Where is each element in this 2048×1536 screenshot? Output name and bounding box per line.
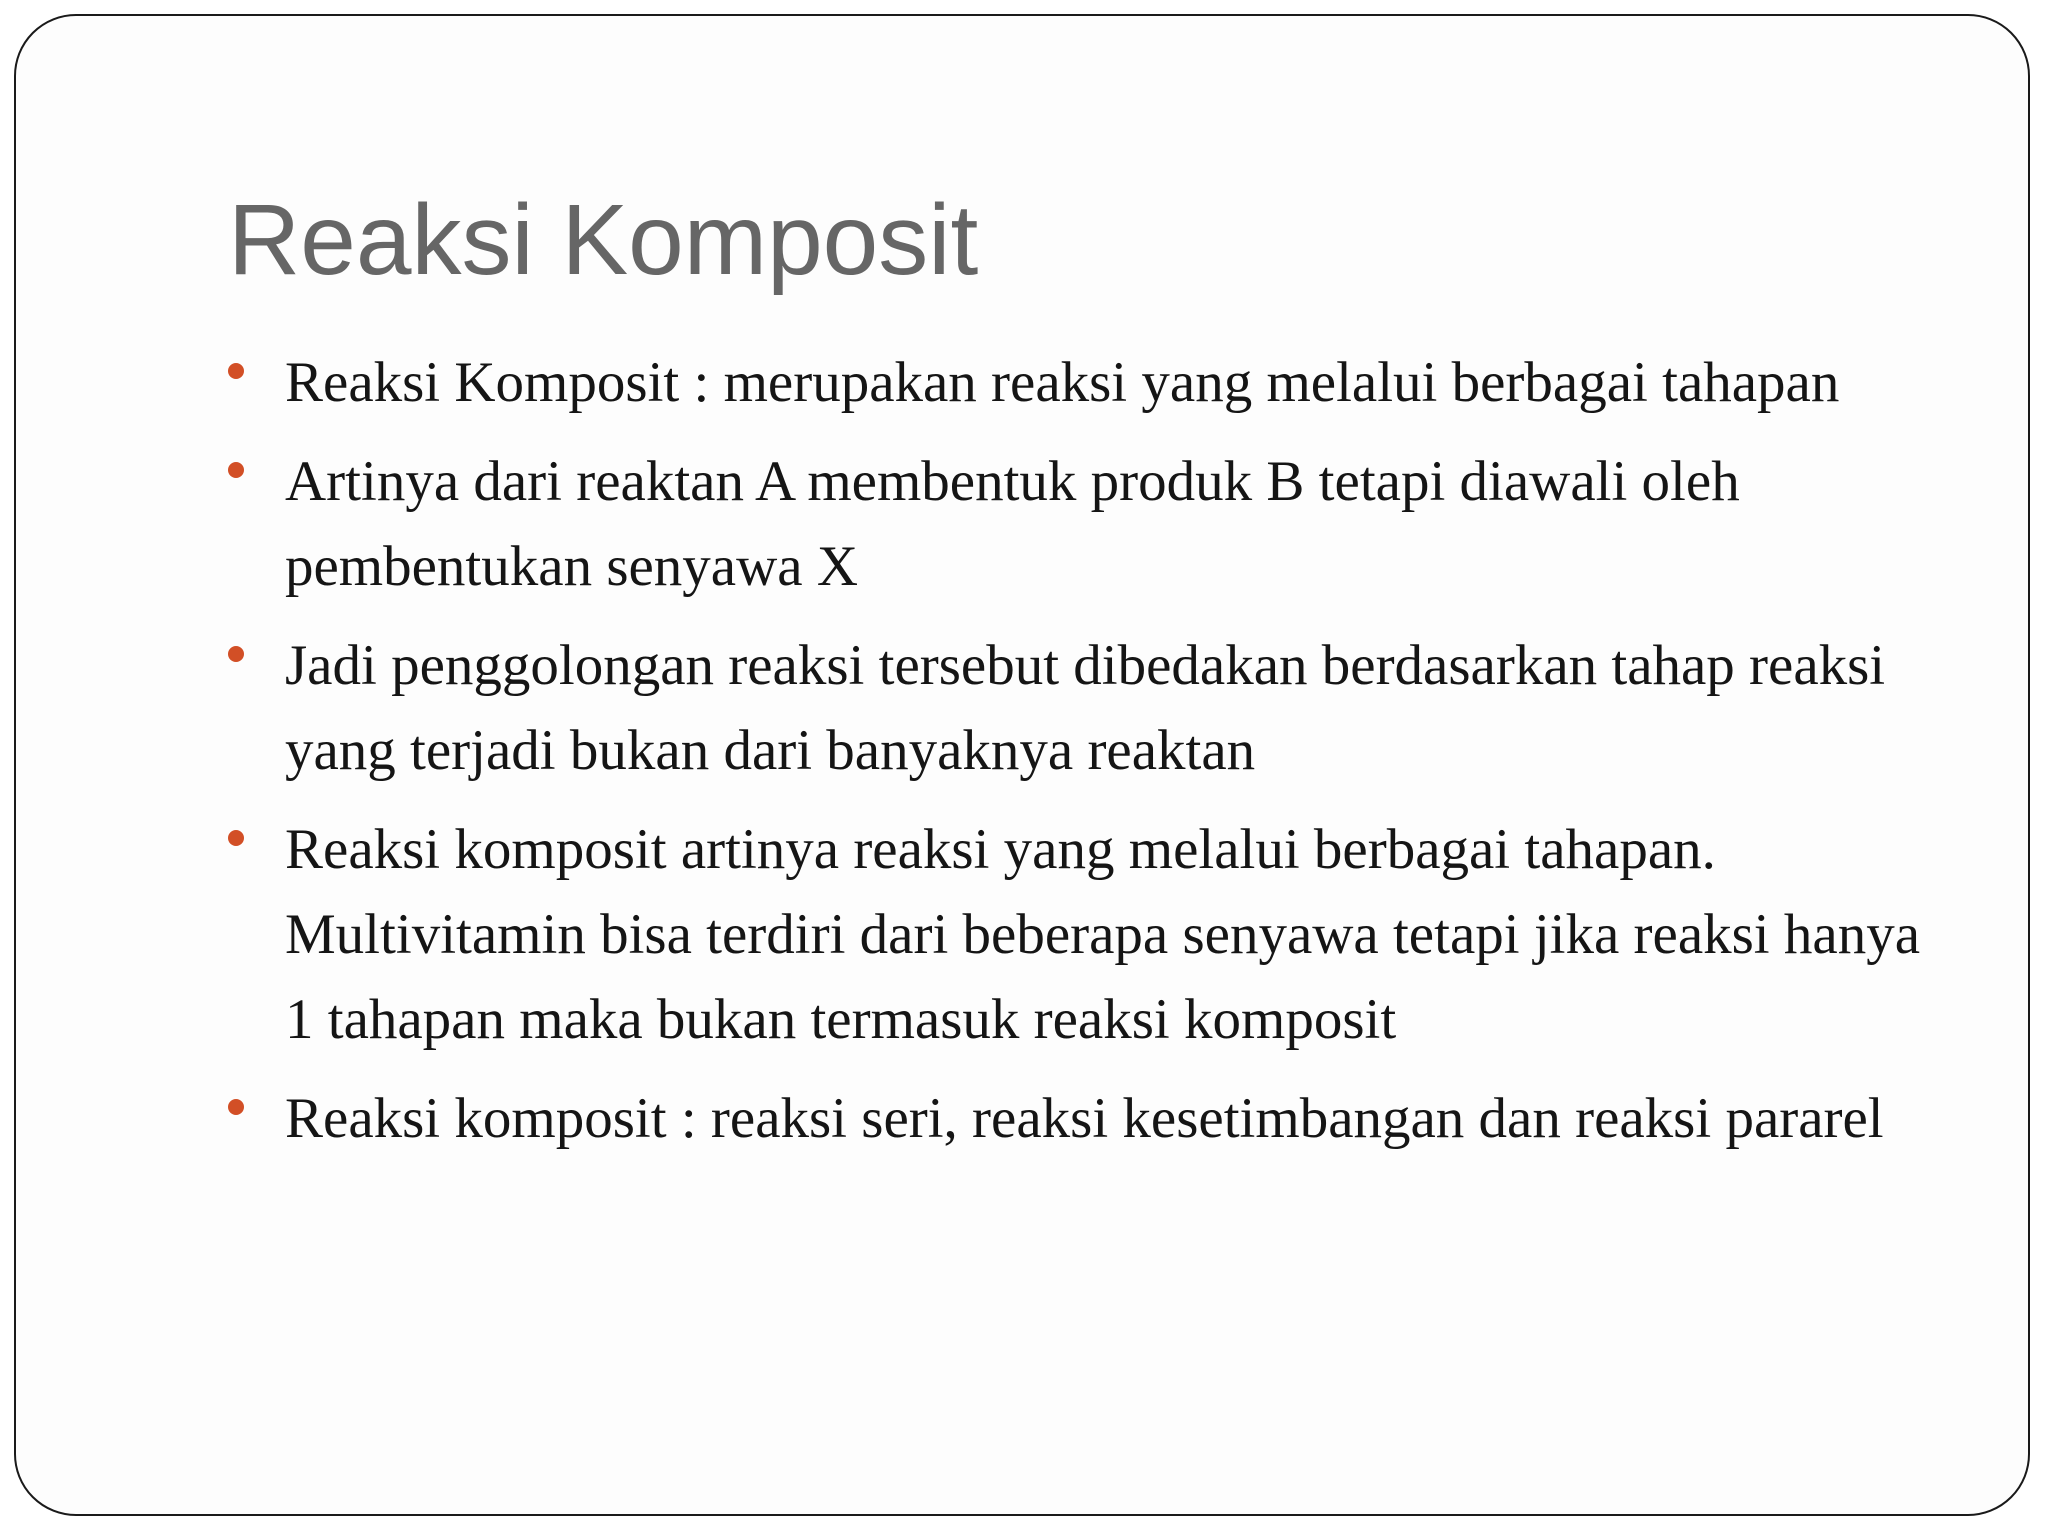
bullet-text: Reaksi komposit : reaksi seri, reaksi kesetimbangan dan reaksi pararel: [285, 1087, 1884, 1150]
bullet-list: [228, 340, 1928, 1175]
bullet-dot-icon: [228, 1099, 244, 1115]
bullet-text: Artinya dari reaktan A membentuk produk B tetapi diawali oleh pembentukan senyawa X: [285, 450, 1740, 598]
bullet-item: [228, 439, 1928, 609]
bullet-item: [228, 807, 1928, 1062]
bullet-item: [228, 1076, 1928, 1161]
bullet-text: Reaksi komposit artinya reaksi yang melalui berbagai tahapan. Multivitamin bisa terdiri dari beberapa senyawa tetapi jika reaksi hanya 1 tahapan maka bukan termasuk reaksi komposit: [285, 818, 1920, 1051]
bullet-text: Jadi penggolongan reaksi tersebut dibedakan berdasarkan tahap reaksi yang terjadi bukan dari banyaknya reaktan: [285, 634, 1886, 782]
bullet-dot-icon: [228, 646, 244, 662]
bullet-text: Reaksi Komposit : merupakan reaksi yang melalui berbagai tahapan: [285, 351, 1840, 414]
bullet-item: [228, 623, 1928, 793]
bullet-dot-icon: [228, 830, 244, 846]
slide-title: Reaksi Komposit: [228, 184, 979, 296]
bullet-item: [228, 340, 1928, 425]
bullet-dot-icon: [228, 363, 244, 379]
bullet-dot-icon: [228, 462, 244, 478]
